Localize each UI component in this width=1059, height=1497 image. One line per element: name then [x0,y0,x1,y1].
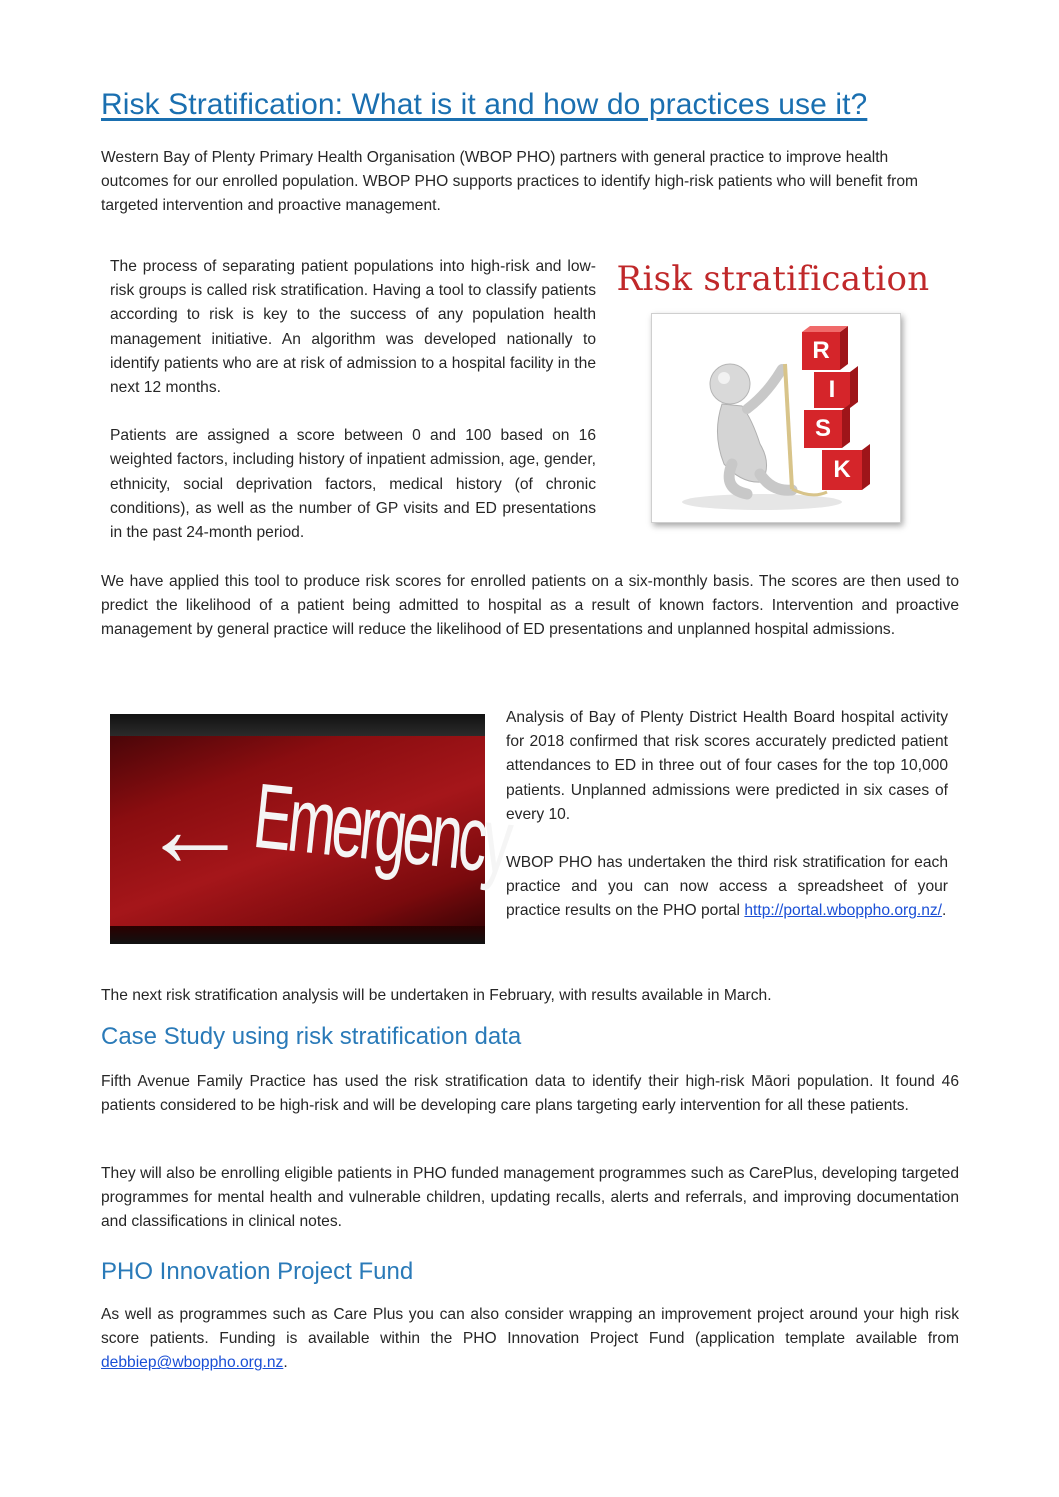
risk-definition-paragraph: The process of separating patient populations into high-risk and low-risk groups is called risk stratification. Having a tool to classify patients according to risk is key to the success of any population health management initiative. An algorithm was developed nationally to identify patients who are at risk of admission to a hospital facility in the next 12 months. [110,258,596,397]
page-title: Risk Stratification: What is it and how do practices use it? [101,88,868,121]
intro-paragraph: Western Bay of Plenty Primary Health Organisation (WBOP PHO) partners with general practice to improve health outcomes for our enrolled population. WBOP PHO supports practices to identify high-risk patients who will benefit from targeted intervention and proactive management. [101,149,919,215]
portal-paragraph [506,851,948,924]
portal-paragraph-text: WBOP PHO has undertaken the third risk stratification for each practice and you can now access a spreadsheet of your practice results on the PHO portal [506,854,948,920]
risk-illustration-frame [651,313,901,523]
emergency-sign-image [110,714,514,944]
left-arrow-icon: ← [140,767,250,890]
analysis-text [506,706,948,924]
portal-link[interactable]: http://portal.wboppho.org.nz/ [744,902,943,920]
innovation-paragraph [101,1303,959,1376]
portal-paragraph-end: . [942,902,947,920]
innovation-paragraph-text: As well as programmes such as Care Plus you can also consider wrapping an improvement project around your high risk score patients. Funding is available within the PHO Innovation Project Fund (application template available from [101,1306,959,1348]
innovation-paragraph-end: . [283,1354,288,1372]
risk-image-heading: Risk stratification [616,259,930,299]
case-study-paragraph-1: Fifth Avenue Family Practice has used the risk stratification data to identify their high-risk Māori population. It found 46 patients considered to be high-risk and will be developing care plans targeting early intervention for all these patients. [101,1073,959,1115]
risk-stratification-image [598,255,948,530]
innovation-heading: PHO Innovation Project Fund [101,1258,414,1285]
cube-letter-k: K [833,456,851,483]
emergency-sign-text: Emergency [249,765,514,894]
tool-paragraph: We have applied this tool to produce risk scores for enrolled patients on a six-monthly basis. The scores are then used to predict the likelihood of a patient being admitted to hospital as a result of known factors. Intervention and proactive management by general practice will reduce the likelihood of ED presentations and unplanned hospital admissions. [101,573,959,639]
risk-definition-text [110,255,596,545]
cube-letter-i: I [828,376,836,403]
risk-score-paragraph: Patients are assigned a score between 0 and 100 based on 16 weighted factors, including history of inpatient admission, age, gender, ethnicity, social deprivation factors, medical history (of chronic conditions), as well as the number of GP visits and ED presentations in the past 24-month period. [110,427,596,542]
cube-letter-r: R [812,337,830,364]
cube-letter-s: S [814,415,831,442]
email-link[interactable]: debbiep@wboppho.org.nz [101,1354,284,1372]
risk-figure-illustration [652,314,900,522]
case-study-paragraph-2: They will also be enrolling eligible patients in PHO funded management programmes such as CarePlus, developing targeted programmes for mental health and vulnerable children, updating recalls, alerts and referrals, and improving documentation and classifications in clinical notes. [101,1165,959,1231]
next-analysis-paragraph: The next risk stratification analysis will be undertaken in February, with results available in March. [101,987,772,1004]
case-study-heading: Case Study using risk stratification data [101,1023,522,1050]
analysis-paragraph: Analysis of Bay of Plenty District Health Board hospital activity for 2018 confirmed that risk scores accurately predicted patient attendances to ED in three out of four cases for the top 10,000 patients. Unplanned admissions were predicted in six cases of every 10. [506,709,948,823]
